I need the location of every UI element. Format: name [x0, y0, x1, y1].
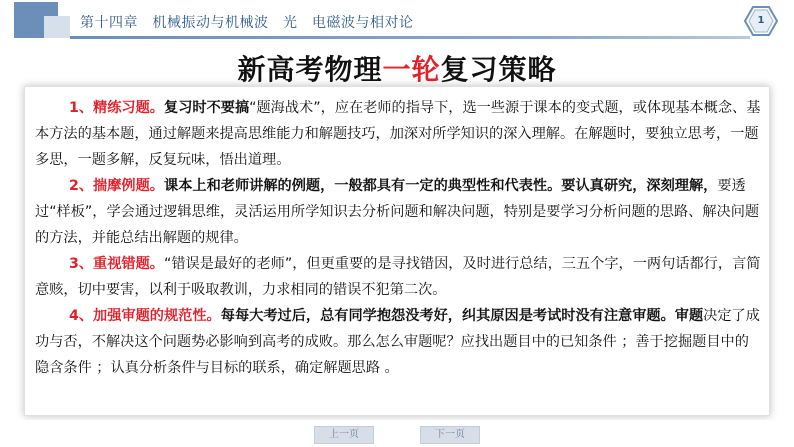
section-bold: 复习时不要搞: [164, 100, 250, 116]
slide-header: [0, 0, 794, 40]
section-1: [35, 95, 763, 173]
title-highlight: 一轮: [382, 53, 441, 86]
next-page-button[interactable]: 下一页: [420, 426, 480, 444]
section-lead: 3、重视错题。: [69, 256, 164, 272]
section-body: 决定了成功与否，不解决这个问题势必影响到高考的成败。那么怎么审题呢？应找出题目中的已知条件 ；善于挖掘题目中的隐含条件 ；认真分析条件与目标的联系，确定解题思路 。: [35, 308, 760, 376]
section-body: 要透过“样板”，学会通过逻辑思维，灵活运用所学知识去分析问题和解决问题，特别是要学习分析问题的思路、解决问题的方法，并能总结出解题的规律。: [35, 178, 760, 246]
section-body: “错误是最好的老师”，但更重要的是寻找错因，及时进行总结，三五个字，一两句话都行，言简意赅，切中要害，以利于吸取教训，力求相同的错误不犯第二次。: [35, 256, 761, 298]
section-lead: 1、精练习题。: [69, 100, 164, 116]
section-3: [35, 251, 763, 303]
section-2: [35, 173, 763, 251]
header-decor-square-small: [44, 16, 70, 38]
section-bold: 每每大考过后，总有同学抱怨没考好，纠其原因是考试时没有注意审题。审题: [220, 308, 704, 324]
page-number: 1: [757, 15, 765, 26]
slide-footer: [0, 420, 794, 447]
title-part-1: 新高考物理: [237, 53, 383, 86]
chapter-title: 第十四章 机械振动与机械波 光 电磁波与相对论: [80, 15, 414, 31]
section-4: [35, 303, 763, 381]
prev-page-button[interactable]: 上一页: [314, 426, 374, 444]
section-lead: 2、揣摩例题。: [69, 178, 164, 194]
slide-title: [0, 48, 794, 88]
section-body: “题海战术”，应在老师的指导下，选一些源于课本的变式题，或体现基本概念、基本方法的基本题，通过解题来提高思维能力和解题技巧，加深对所学知识的深入理解。在解题时，要独立思考，一题多思，一题多解，反复玩味，悟出道理。: [35, 100, 761, 168]
section-lead: 4、加强审题的规范性。: [69, 308, 221, 324]
header-divider: [70, 36, 750, 39]
content-panel: [24, 86, 770, 416]
section-bold: 课本上和老师讲解的例题，一般都具有一定的典型性和代表性。要认真研究，深刻理解，: [164, 178, 718, 194]
title-part-2: 复习策略: [440, 53, 557, 86]
content-text: [35, 95, 763, 381]
